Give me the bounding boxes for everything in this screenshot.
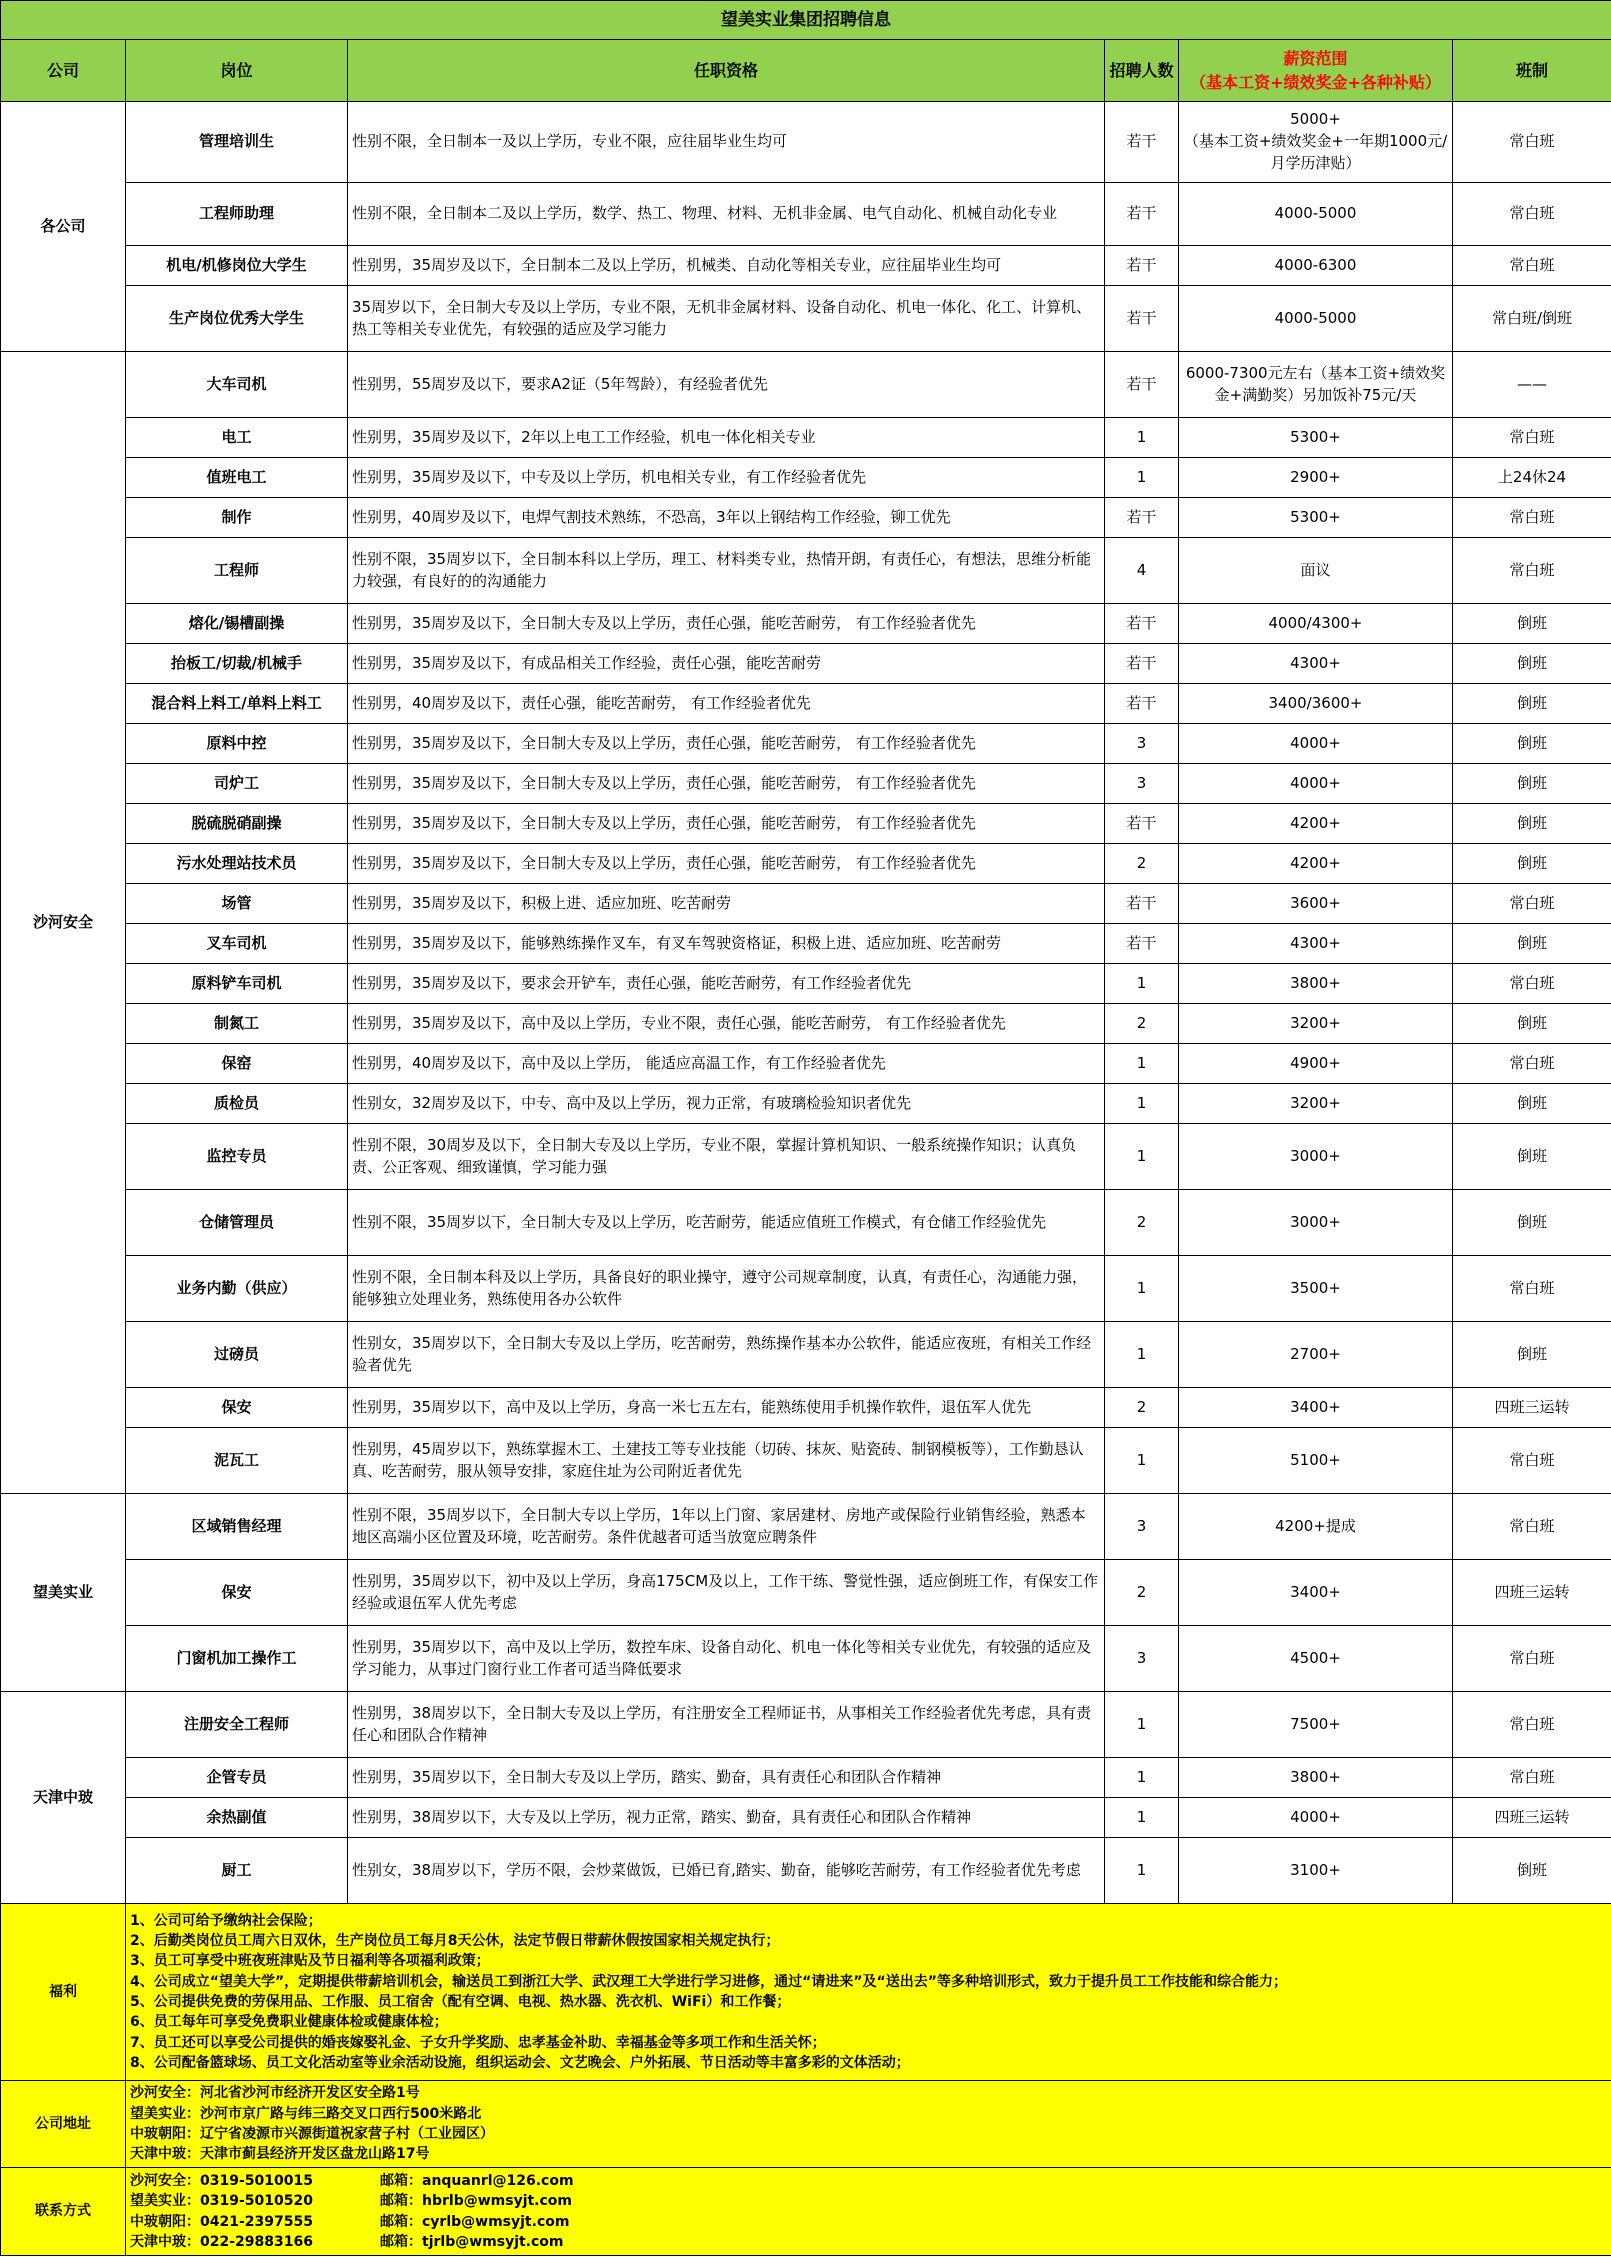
job-row	[1, 1084, 1611, 1124]
contact-email[interactable]: 邮箱：tjrlb@wmsyjt.com	[380, 2233, 564, 2250]
requirements-cell: 性别男，35周岁以下，高中及以上学历，数控车床、设备自动化、机电一体化等相关专业优先，有较强的适应及学习能力，从事过门窗行业工作者可适当降低要求	[348, 1626, 1105, 1692]
header-shift: 班制	[1453, 40, 1611, 102]
requirements-cell: 性别不限，35周岁以下，全日制大专及以上学历，吃苦耐劳，能适应值班工作模式，有仓储工作经验优先	[348, 1190, 1105, 1256]
shift-cell: 常白班	[1453, 102, 1611, 183]
salary-cell: 4000/4300+	[1179, 604, 1453, 644]
count-cell: 1	[1105, 1256, 1179, 1322]
position-cell: 值班电工	[126, 458, 348, 498]
shift-cell: 常白班	[1453, 1626, 1611, 1692]
salary-cell: 4000+	[1179, 724, 1453, 764]
shift-cell: 倒班	[1453, 844, 1611, 884]
requirements-cell: 性别男，35周岁以下，高中及以上学历，身高一米七五左右，能熟练使用手机操作软件，退伍军人优先	[348, 1388, 1105, 1428]
position-cell: 机电/机修岗位大学生	[126, 246, 348, 286]
requirements-cell: 性别男，35周岁及以下，积极上进、适应加班、吃苦耐劳	[348, 884, 1105, 924]
count-cell: 1	[1105, 1428, 1179, 1494]
job-row	[1, 1626, 1611, 1692]
shift-cell: 倒班	[1453, 1124, 1611, 1190]
position-cell: 脱硫脱硝副操	[126, 804, 348, 844]
requirements-cell: 性别男，35周岁以下，初中及以上学历，身高175CM及以上，工作干练、警觉性强，适应倒班工作，有保安工作经验或退伍军人优先考虑	[348, 1560, 1105, 1626]
salary-cell: 5000+ （基本工资+绩效奖金+一年期1000元/月学历津贴）	[1179, 102, 1453, 183]
requirements-cell: 性别男，45周岁以下，熟练掌握木工、土建技工等专业技能（切砖、抹灰、贴瓷砖、制钢模板等），工作勤恳认真、吃苦耐劳，服从领导安排，家庭住址为公司附近者优先	[348, 1428, 1105, 1494]
job-row	[1, 1838, 1611, 1904]
salary-cell: 3000+	[1179, 1124, 1453, 1190]
shift-cell: 常白班	[1453, 1428, 1611, 1494]
salary-cell: 4000-5000	[1179, 286, 1453, 352]
count-cell: 3	[1105, 1626, 1179, 1692]
count-cell: 3	[1105, 764, 1179, 804]
salary-cell: 7500+	[1179, 1692, 1453, 1758]
requirements-cell: 性别不限，全日制本二及以上学历，数学、热工、物理、材料、无机非金属、电气自动化、机械自动化专业	[348, 183, 1105, 246]
shift-cell: 常白班	[1453, 1256, 1611, 1322]
contact-item	[130, 2171, 1607, 2191]
salary-cell: 4000-6300	[1179, 246, 1453, 286]
shift-cell: 倒班	[1453, 1084, 1611, 1124]
contact-email[interactable]: 邮箱：hbrlb@wmsyjt.com	[380, 2193, 573, 2210]
job-row	[1, 644, 1611, 684]
requirements-cell: 性别男，35周岁及以下，2年以上电工工作经验，机电一体化相关专业	[348, 418, 1105, 458]
job-row	[1, 286, 1611, 352]
company-cell: 沙河安全	[1, 352, 126, 1494]
requirements-cell: 性别男，38周岁以下，大专及以上学历，视力正常，踏实、勤奋，具有责任心和团队合作精神	[348, 1798, 1105, 1838]
contact-content	[126, 2168, 1611, 2256]
requirements-cell: 性别男，35周岁及以下，全日制大专及以上学历，责任心强，能吃苦耐劳， 有工作经验者优先	[348, 724, 1105, 764]
benefit-item: 5、公司提供免费的劳保用品、工作服、员工宿舍（配有空调、电视、热水器、洗衣机、WiFi）和工作餐；	[130, 1994, 791, 2010]
count-cell: 1	[1105, 964, 1179, 1004]
job-row	[1, 1692, 1611, 1758]
salary-cell: 5300+	[1179, 418, 1453, 458]
job-row	[1, 1044, 1611, 1084]
header-position: 岗位	[126, 40, 348, 102]
address-content	[126, 2081, 1611, 2168]
salary-cell: 3600+	[1179, 884, 1453, 924]
position-cell: 电工	[126, 418, 348, 458]
position-cell: 混合料上料工/单料上料工	[126, 684, 348, 724]
title-row	[1, 1, 1611, 40]
requirements-cell: 性别男，55周岁及以下，要求A2证（5年驾龄），有经验者优先	[348, 352, 1105, 418]
shift-cell: 倒班	[1453, 764, 1611, 804]
shift-cell: 常白班	[1453, 183, 1611, 246]
shift-cell: 常白班	[1453, 1692, 1611, 1758]
address-item: 天津中玻：天津市蓟县经济开发区盘龙山路17号	[130, 2146, 430, 2163]
benefit-item: 7、员工还可以享受公司提供的婚丧嫁娶礼金、子女升学奖励、忠孝基金补助、幸福基金等多项工作和生活关怀；	[130, 2034, 826, 2051]
job-row	[1, 352, 1611, 418]
contact-item	[130, 2232, 1607, 2252]
job-row	[1, 1388, 1611, 1428]
count-cell: 1	[1105, 1044, 1179, 1084]
count-cell: 若干	[1105, 183, 1179, 246]
address-item: 中玻朝阳：辽宁省凌源市兴源街道祝家营子村（工业园区）	[130, 2126, 494, 2142]
salary-cell: 4000-5000	[1179, 183, 1453, 246]
shift-cell: 倒班	[1453, 604, 1611, 644]
company-cell: 天津中玻	[1, 1692, 126, 1904]
shift-cell: 常白班	[1453, 1758, 1611, 1798]
position-cell: 污水处理站技术员	[126, 844, 348, 884]
salary-cell: 3200+	[1179, 1004, 1453, 1044]
job-row	[1, 538, 1611, 604]
header-row	[1, 40, 1611, 102]
position-cell: 工程师	[126, 538, 348, 604]
count-cell: 若干	[1105, 352, 1179, 418]
shift-cell: 倒班	[1453, 1190, 1611, 1256]
job-row	[1, 246, 1611, 286]
salary-cell: 4300+	[1179, 924, 1453, 964]
contact-item	[130, 2212, 1607, 2232]
salary-cell: 4200+提成	[1179, 1494, 1453, 1560]
count-cell: 若干	[1105, 604, 1179, 644]
salary-cell: 2900+	[1179, 458, 1453, 498]
position-cell: 生产岗位优秀大学生	[126, 286, 348, 352]
shift-cell: 常白班	[1453, 1044, 1611, 1084]
requirements-cell: 性别女，32周岁及以下，中专、高中及以上学历，视力正常，有玻璃检验知识者优先	[348, 1084, 1105, 1124]
shift-cell: 常白班	[1453, 884, 1611, 924]
salary-cell: 3500+	[1179, 1256, 1453, 1322]
count-cell: 若干	[1105, 102, 1179, 183]
position-cell: 场管	[126, 884, 348, 924]
requirements-cell: 性别男，40周岁及以下，高中及以上学历， 能适应高温工作，有工作经验者优先	[348, 1044, 1105, 1084]
position-cell: 注册安全工程师	[126, 1692, 348, 1758]
job-row	[1, 1560, 1611, 1626]
contact-phone: 望美实业：0319-5010520	[130, 2193, 313, 2210]
address-item: 望美实业：沙河市京广路与纬三路交叉口西行500米路北	[130, 2105, 482, 2122]
salary-cell: 3200+	[1179, 1084, 1453, 1124]
contact-email[interactable]: 邮箱：cyrlb@wmsyjt.com	[380, 2213, 570, 2230]
requirements-cell: 35周岁以下，全日制大专及以上学历，专业不限，无机非金属材料、设备自动化、机电一体化、化工、计算机、热工等相关专业优先，有较强的适应及学习能力	[348, 286, 1105, 352]
position-cell: 质检员	[126, 1084, 348, 1124]
count-cell: 2	[1105, 1560, 1179, 1626]
job-row	[1, 418, 1611, 458]
requirements-cell: 性别不限，35周岁以下，全日制大专以上学历，1年以上门窗、家居建材、房地产或保险行业销售经验，熟悉本地区高端小区位置及环境，吃苦耐劳。条件优越者可适当放宽应聘条件	[348, 1494, 1105, 1560]
count-cell: 4	[1105, 538, 1179, 604]
address-item: 沙河安全：河北省沙河市经济开发区安全路1号	[130, 2085, 420, 2102]
count-cell: 若干	[1105, 924, 1179, 964]
position-cell: 抬板工/切裁/机械手	[126, 644, 348, 684]
requirements-cell: 性别男，35周岁及以下，全日制大专及以上学历，责任心强，能吃苦耐劳， 有工作经验者优先	[348, 844, 1105, 884]
shift-cell: 常白班	[1453, 538, 1611, 604]
benefits-row	[1, 1904, 1611, 2081]
job-row	[1, 724, 1611, 764]
requirements-cell: 性别男，35周岁及以下，要求会开铲车，责任心强，能吃苦耐劳，有工作经验者优先	[348, 964, 1105, 1004]
benefit-item: 3、员工可享受中班夜班津贴及节日福利等各项福利政策；	[130, 1953, 490, 1970]
count-cell: 1	[1105, 1124, 1179, 1190]
job-row	[1, 1256, 1611, 1322]
shift-cell: 常白班	[1453, 964, 1611, 1004]
shift-cell: 倒班	[1453, 724, 1611, 764]
shift-cell: 常白班	[1453, 246, 1611, 286]
shift-cell: 倒班	[1453, 1004, 1611, 1044]
salary-cell: 面议	[1179, 538, 1453, 604]
count-cell: 3	[1105, 724, 1179, 764]
job-row	[1, 1798, 1611, 1838]
count-cell: 若干	[1105, 246, 1179, 286]
job-row	[1, 604, 1611, 644]
job-row	[1, 458, 1611, 498]
requirements-cell: 性别男，40周岁及以下，责任心强，能吃苦耐劳， 有工作经验者优先	[348, 684, 1105, 724]
contact-item	[130, 2191, 1607, 2211]
position-cell: 保安	[126, 1560, 348, 1626]
salary-cell: 6000-7300元左右（基本工资+绩效奖金+满勤奖）另加饭补75元/天	[1179, 352, 1453, 418]
job-row	[1, 924, 1611, 964]
requirements-cell: 性别男，38周岁以下，全日制大专及以上学历，有注册安全工程师证书，从事相关工作经验者优先考虑，具有责任心和团队合作精神	[348, 1692, 1105, 1758]
position-cell: 保窑	[126, 1044, 348, 1084]
position-cell: 工程师助理	[126, 183, 348, 246]
salary-cell: 3100+	[1179, 1838, 1453, 1904]
count-cell: 若干	[1105, 804, 1179, 844]
requirements-cell: 性别男，35周岁以下，全日制大专及以上学历，踏实、勤奋，具有责任心和团队合作精神	[348, 1758, 1105, 1798]
position-cell: 保安	[126, 1388, 348, 1428]
salary-cell: 3400+	[1179, 1388, 1453, 1428]
address-row	[1, 2081, 1611, 2168]
requirements-cell: 性别女，35周岁以下，全日制大专及以上学历，吃苦耐劳，熟练操作基本办公软件，能适应夜班，有相关工作经验者优先	[348, 1322, 1105, 1388]
header-requirements: 任职资格	[348, 40, 1105, 102]
position-cell: 门窗机加工操作工	[126, 1626, 348, 1692]
job-row	[1, 804, 1611, 844]
position-cell: 余热副值	[126, 1798, 348, 1838]
shift-cell: 倒班	[1453, 804, 1611, 844]
salary-cell: 3400/3600+	[1179, 684, 1453, 724]
shift-cell: 上24休24	[1453, 458, 1611, 498]
contact-email[interactable]: 邮箱：anquanrl@126.com	[380, 2172, 574, 2189]
job-row	[1, 1758, 1611, 1798]
shift-cell: 倒班	[1453, 1838, 1611, 1904]
shift-cell: 四班三运转	[1453, 1798, 1611, 1838]
job-row	[1, 498, 1611, 538]
position-cell: 业务内勤（供应）	[126, 1256, 348, 1322]
shift-cell: 常白班	[1453, 498, 1611, 538]
shift-cell: 四班三运转	[1453, 1560, 1611, 1626]
salary-cell: 4900+	[1179, 1044, 1453, 1084]
job-row	[1, 1494, 1611, 1560]
count-cell: 若干	[1105, 286, 1179, 352]
position-cell: 监控专员	[126, 1124, 348, 1190]
company-cell: 各公司	[1, 102, 126, 352]
requirements-cell: 性别男，35周岁及以下，能够熟练操作叉车，有叉车驾驶资格证，积极上进、适应加班、吃苦耐劳	[348, 924, 1105, 964]
count-cell: 2	[1105, 1388, 1179, 1428]
salary-cell: 4300+	[1179, 644, 1453, 684]
job-row	[1, 1004, 1611, 1044]
shift-cell: 常白班/倒班	[1453, 286, 1611, 352]
benefits-content	[126, 1904, 1611, 2081]
count-cell: 1	[1105, 1692, 1179, 1758]
benefit-item: 1、公司可给予缴纳社会保险；	[130, 1912, 322, 1929]
shift-cell: 倒班	[1453, 684, 1611, 724]
requirements-cell: 性别不限，30周岁及以下，全日制大专及以上学历，专业不限，掌握计算机知识、一般系统操作知识；认真负责、公正客观、细致谨慎，学习能力强	[348, 1124, 1105, 1190]
requirements-cell: 性别男，35周岁及以下，全日制大专及以上学历，责任心强，能吃苦耐劳， 有工作经验者优先	[348, 604, 1105, 644]
job-row	[1, 1124, 1611, 1190]
salary-cell: 5100+	[1179, 1428, 1453, 1494]
requirements-cell: 性别男，35周岁及以下，全日制大专及以上学历，责任心强，能吃苦耐劳， 有工作经验者优先	[348, 764, 1105, 804]
job-row	[1, 102, 1611, 183]
position-cell: 制作	[126, 498, 348, 538]
job-row	[1, 1322, 1611, 1388]
contact-phone: 中玻朝阳：0421-2397555	[130, 2213, 313, 2230]
count-cell: 若干	[1105, 644, 1179, 684]
position-cell: 叉车司机	[126, 924, 348, 964]
salary-cell: 3400+	[1179, 1560, 1453, 1626]
count-cell: 1	[1105, 458, 1179, 498]
page-title: 望美实业集团招聘信息	[1, 1, 1611, 40]
requirements-cell: 性别不限，35周岁以下，全日制本科以上学历，理工、材料类专业，热情开朗，有责任心，有想法，思维分析能力较强，有良好的的沟通能力	[348, 538, 1105, 604]
salary-cell: 3800+	[1179, 964, 1453, 1004]
salary-cell: 2700+	[1179, 1322, 1453, 1388]
requirements-cell: 性别男，40周岁及以下，电焊气割技术熟练，不恐高，3年以上钢结构工作经验，铆工优先	[348, 498, 1105, 538]
salary-cell: 5300+	[1179, 498, 1453, 538]
count-cell: 1	[1105, 418, 1179, 458]
benefit-item: 2、后勤类岗位员工周六日双休，生产岗位员工每月8天公休，法定节假日带薪休假按国家相关规定执行；	[130, 1933, 780, 1950]
benefit-item: 8、公司配备篮球场、员工文化活动室等业余活动设施，组织运动会、文艺晚会、户外拓展、节日活动等丰富多彩的文体活动；	[130, 2054, 910, 2071]
header-salary	[1179, 40, 1453, 102]
position-cell: 原料中控	[126, 724, 348, 764]
position-cell: 仓储管理员	[126, 1190, 348, 1256]
shift-cell: 常白班	[1453, 418, 1611, 458]
shift-cell: 四班三运转	[1453, 1388, 1611, 1428]
job-row	[1, 1428, 1611, 1494]
benefit-item: 6、员工每年可享受免费职业健康体检或健康体检；	[130, 2014, 448, 2031]
shift-cell: 倒班	[1453, 1322, 1611, 1388]
requirements-cell: 性别男，35周岁及以下，中专及以上学历，机电相关专业，有工作经验者优先	[348, 458, 1105, 498]
benefit-item: 4、公司成立“望美大学”，定期提供带薪培训机会，输送员工到浙江大学、武汉理工大学进行学习进修，通过“请进来”及“送出去”等多种培训形式，致力于提升员工工作技能和综合能力；	[130, 1973, 1287, 1990]
requirements-cell: 性别男，35周岁及以下，有成品相关工作经验，责任心强，能吃苦耐劳	[348, 644, 1105, 684]
company-cell: 望美实业	[1, 1494, 126, 1692]
job-row	[1, 684, 1611, 724]
job-row	[1, 764, 1611, 804]
count-cell: 1	[1105, 1838, 1179, 1904]
position-cell: 大车司机	[126, 352, 348, 418]
count-cell: 3	[1105, 1494, 1179, 1560]
salary-cell: 4000+	[1179, 764, 1453, 804]
job-row	[1, 844, 1611, 884]
contact-row	[1, 2168, 1611, 2256]
requirements-cell: 性别男，35周岁及以下，全日制大专及以上学历，责任心强，能吃苦耐劳， 有工作经验者优先	[348, 804, 1105, 844]
shift-cell: 倒班	[1453, 644, 1611, 684]
count-cell: 2	[1105, 1004, 1179, 1044]
requirements-cell: 性别男，35周岁及以下，高中及以上学历，专业不限，责任心强，能吃苦耐劳， 有工作经验者优先	[348, 1004, 1105, 1044]
position-cell: 厨工	[126, 1838, 348, 1904]
position-cell: 熔化/锡槽副操	[126, 604, 348, 644]
header-count: 招聘人数	[1105, 40, 1179, 102]
header-salary-line1: 薪资范围	[1283, 49, 1348, 69]
header-salary-line2: （基本工资+绩效奖金+各种补贴）	[1190, 72, 1441, 92]
count-cell: 2	[1105, 844, 1179, 884]
job-row	[1, 964, 1611, 1004]
position-cell: 过磅员	[126, 1322, 348, 1388]
salary-cell: 4500+	[1179, 1626, 1453, 1692]
salary-cell: 3800+	[1179, 1758, 1453, 1798]
benefits-label: 福利	[1, 1904, 126, 2081]
job-row	[1, 1190, 1611, 1256]
position-cell: 企管专员	[126, 1758, 348, 1798]
count-cell: 1	[1105, 1798, 1179, 1838]
contact-label: 联系方式	[1, 2168, 126, 2256]
count-cell: 2	[1105, 1190, 1179, 1256]
count-cell: 1	[1105, 1758, 1179, 1798]
count-cell: 若干	[1105, 884, 1179, 924]
contact-phone: 沙河安全：0319-5010015	[130, 2172, 313, 2189]
requirements-cell: 性别不限，全日制本一及以上学历，专业不限，应往届毕业生均可	[348, 102, 1105, 183]
salary-cell: 4200+	[1179, 804, 1453, 844]
salary-cell: 4000+	[1179, 1798, 1453, 1838]
position-cell: 原料铲车司机	[126, 964, 348, 1004]
count-cell: 1	[1105, 1322, 1179, 1388]
requirements-cell: 性别不限，全日制本科及以上学历，具备良好的职业操守，遵守公司规章制度，认真，有责任心，沟通能力强，能够独立处理业务，熟练使用各办公软件	[348, 1256, 1105, 1322]
position-cell: 区域销售经理	[126, 1494, 348, 1560]
position-cell: 制氮工	[126, 1004, 348, 1044]
count-cell: 1	[1105, 1084, 1179, 1124]
job-row	[1, 183, 1611, 246]
position-cell: 泥瓦工	[126, 1428, 348, 1494]
job-row	[1, 884, 1611, 924]
shift-cell: 常白班	[1453, 1494, 1611, 1560]
salary-cell: 3000+	[1179, 1190, 1453, 1256]
count-cell: 若干	[1105, 498, 1179, 538]
shift-cell: 倒班	[1453, 924, 1611, 964]
address-label: 公司地址	[1, 2081, 126, 2168]
salary-cell: 4200+	[1179, 844, 1453, 884]
contact-phone: 天津中玻：022-29883166	[130, 2233, 313, 2250]
requirements-cell: 性别女，38周岁以下，学历不限，会炒菜做饭，已婚已育,踏实、勤奋，能够吃苦耐劳，有工作经验者优先考虑	[348, 1838, 1105, 1904]
position-cell: 司炉工	[126, 764, 348, 804]
requirements-cell: 性别男，35周岁及以下，全日制本二及以上学历，机械类、自动化等相关专业，应往届毕业生均可	[348, 246, 1105, 286]
count-cell: 若干	[1105, 684, 1179, 724]
header-company: 公司	[1, 40, 126, 102]
shift-cell: ——	[1453, 352, 1611, 418]
position-cell: 管理培训生	[126, 102, 348, 183]
